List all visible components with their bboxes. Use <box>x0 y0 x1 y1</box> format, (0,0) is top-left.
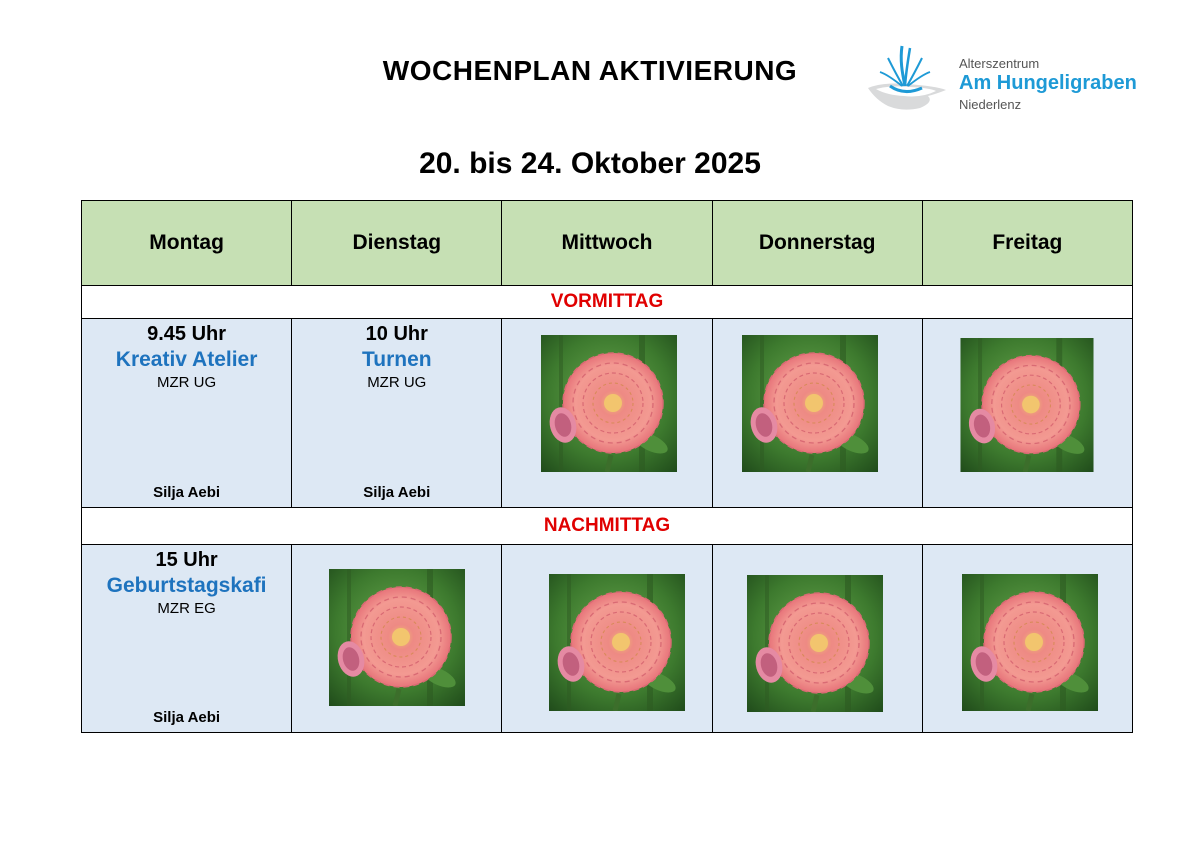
cell-friday-afternoon <box>922 545 1132 733</box>
section-row-morning <box>82 286 1133 319</box>
event-person: Silja Aebi <box>153 484 221 501</box>
cell-thursday-morning <box>712 319 922 508</box>
dahlia-flower-image <box>959 338 1095 472</box>
dahlia-flower-image <box>742 335 878 472</box>
date-range: 20. bis 24. Oktober 2025 <box>419 147 761 180</box>
dahlia-flower-image <box>747 575 883 712</box>
day-header-friday: Freitag <box>922 201 1132 286</box>
event-title: Kreativ Atelier <box>115 348 258 371</box>
event-room: MZR EG <box>157 600 216 617</box>
logo-line-1: Alterszentrum <box>959 56 1040 71</box>
event-title: Geburtstagskafi <box>106 574 267 597</box>
cell-friday-morning <box>922 319 1132 508</box>
section-row-afternoon <box>82 508 1133 545</box>
cell-thursday-afternoon <box>712 545 922 733</box>
logo-line-2: Am Hungeligraben <box>959 72 1137 94</box>
dahlia-flower-image <box>962 574 1098 711</box>
cell-monday-afternoon <box>82 545 292 733</box>
event-person: Silja Aebi <box>153 709 221 726</box>
fountain-icon <box>862 42 952 114</box>
section-label-morning: VORMITTAG <box>82 286 1133 319</box>
event-time: 10 Uhr <box>365 323 428 345</box>
day-header-row <box>82 201 1133 286</box>
schedule-row-afternoon <box>82 545 1133 733</box>
event-person: Silja Aebi <box>363 484 431 501</box>
day-header-tuesday: Dienstag <box>292 201 502 286</box>
cell-tuesday-morning <box>292 319 502 508</box>
event-time: 15 Uhr <box>155 549 218 571</box>
day-header-wednesday: Mittwoch <box>502 201 712 286</box>
event-room: MZR UG <box>367 374 427 391</box>
dahlia-flower-image <box>329 569 465 706</box>
day-header-thursday: Donnerstag <box>712 201 922 286</box>
dahlia-flower-image <box>549 574 685 711</box>
day-header-monday: Montag <box>82 201 292 286</box>
week-plan-table <box>81 200 1133 733</box>
page-title: WOCHENPLAN AKTIVIERUNG <box>382 55 798 86</box>
event-title: Turnen <box>361 348 432 371</box>
cell-wednesday-morning <box>502 319 712 508</box>
event-room: MZR UG <box>157 374 217 391</box>
logo <box>862 42 1142 114</box>
schedule-row-morning <box>82 319 1133 508</box>
cell-monday-morning <box>82 319 292 508</box>
logo-line-3: Niederlenz <box>959 97 1022 112</box>
dahlia-flower-image <box>541 335 677 472</box>
cell-tuesday-afternoon <box>292 545 502 733</box>
event-time: 9.45 Uhr <box>147 323 227 345</box>
cell-wednesday-afternoon <box>502 545 712 733</box>
section-label-afternoon: NACHMITTAG <box>82 508 1133 545</box>
